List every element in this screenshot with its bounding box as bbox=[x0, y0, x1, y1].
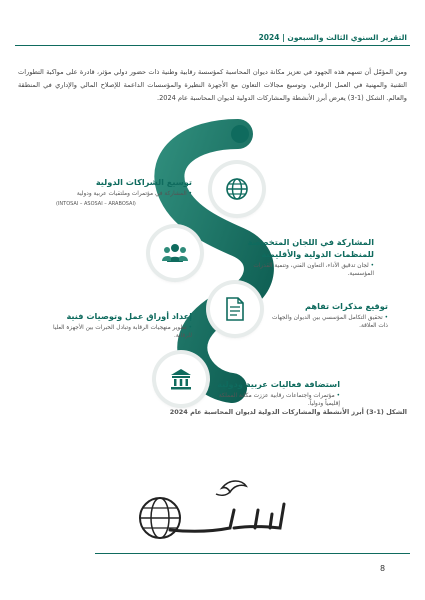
logo bbox=[130, 474, 295, 546]
people-circle bbox=[150, 228, 200, 278]
globe-circle bbox=[212, 164, 262, 214]
globe-icon bbox=[225, 177, 249, 201]
document-circle bbox=[210, 284, 260, 334]
item-bullet: • تحقيق التكامل المؤسسي بين الديوان والجهات ذات العلاقة. bbox=[268, 314, 388, 330]
header-title: التقرير السنوي الثالث والسبعون | 2024 bbox=[258, 33, 407, 42]
document-icon bbox=[225, 297, 245, 321]
item-subtext: (INTOSAI – ASOSAI – ARABOSAI) bbox=[56, 201, 136, 207]
figure-caption: الشكل (1-3) أبرز الأنشطة والمشاركات الدولية لديوان المحاسبة عام 2024 bbox=[169, 408, 407, 416]
item-title: توسيع الشراكات الدولية bbox=[95, 177, 192, 187]
activities-infographic bbox=[0, 118, 425, 428]
item-title: المشاركة في اللجان المتخصصة للمنظمات الدولية والأقليمية bbox=[247, 237, 374, 259]
intro-paragraph: ومن المؤمّل أن تسهم هذه الجهود في تعزيز مكانة ديوان المحاسبة كمؤسسة رقابية وطنية ذات حضور دولي مؤثر، قادرة على مواكبة التطورات التقنية والمهنية في العمل الرقابي، وتوسيع مجالات التعاون مع الأجهزة النظيرة والمؤسسات الداعمة للإصلاح المالي والإداري في المنطقة والعالم. الشكل (1-3) يعرض أبرز الأنشطة والمشاركات الدولية لديوان المحاسبة عام 2024. bbox=[18, 68, 407, 102]
item-mou bbox=[268, 300, 388, 330]
item-bullet: • لجان تدقيق الأداء، التعاون الفني، وتنمية القدرات المؤسسية. bbox=[232, 262, 374, 278]
item-title: توقيع مذكرات تفاهم bbox=[304, 301, 388, 311]
item-partnerships bbox=[56, 176, 192, 207]
start-dot bbox=[231, 125, 249, 143]
item-working-papers bbox=[42, 310, 192, 340]
item-title: إعداد أوراق عمل وتوصيات فنية bbox=[66, 311, 192, 321]
item-bullet: • المشاركة في مؤتمرات وملتقيات عربية ودولية bbox=[56, 190, 192, 198]
header-divider bbox=[15, 45, 410, 46]
item-title: استضافة فعاليات عربية ودولية bbox=[217, 379, 340, 389]
footer-divider bbox=[95, 553, 410, 554]
institution-icon bbox=[169, 368, 193, 390]
item-committees bbox=[232, 236, 374, 278]
item-bullet: • مؤتمرات واجتماعات رقابية عززت مكانة المملكة إقليمياً ودولياً. bbox=[210, 392, 340, 408]
institution-circle bbox=[156, 354, 206, 404]
people-icon bbox=[162, 242, 188, 264]
item-hosting-events bbox=[210, 378, 340, 408]
item-bullet: • تطوير منهجيات الرقابة وتبادل الخبرات بين الأجهزة العليا للرقابة. bbox=[42, 324, 192, 340]
page-number: 8 bbox=[380, 564, 386, 573]
